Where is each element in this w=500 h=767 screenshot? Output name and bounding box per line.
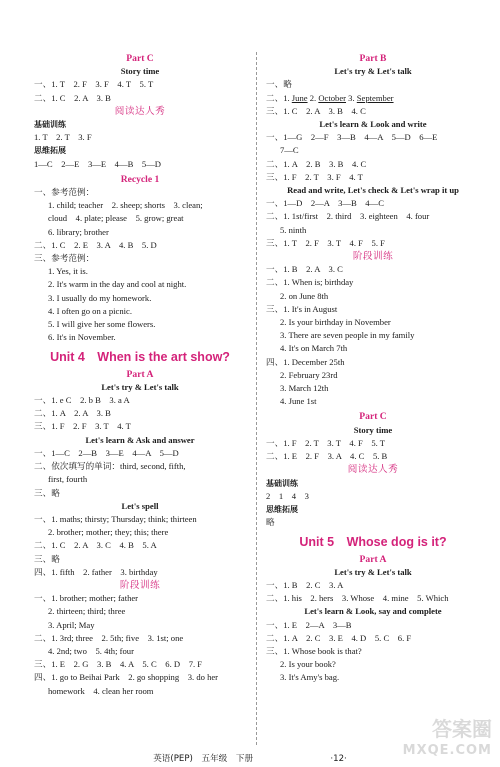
answer-line: 一、1—G 2—F 3—B 4—A 5—D 6—E: [266, 132, 438, 143]
answer-line: 5. ninth: [280, 224, 307, 235]
part-c-heading: Part C: [359, 411, 387, 423]
answer-line: 二、1. C 2. A 3. C 4. B 5. A: [34, 540, 157, 551]
answer-line: 二、1. 3rd; three 2. 5th; five 3. 1st; one: [34, 632, 184, 643]
reading-heading: 阅读达人秀: [347, 464, 399, 476]
answer-line: 4. 2nd; two 5. 4th; four: [48, 645, 134, 656]
answer-line: 1. T 2. T 3. F: [34, 132, 92, 143]
answer-line: 3. I usually do my homework.: [48, 292, 152, 303]
answer-line: 2. Is your birthday in November: [280, 317, 391, 328]
answer-line: [266, 92, 480, 105]
answer-line: 二、1. E 2. F 3. A 4. C 5. B: [266, 451, 388, 462]
unit-5-title: Unit 5 Whose dog is it?: [299, 535, 447, 550]
right-column: [266, 50, 480, 685]
answer-prefix: 2.: [309, 92, 317, 103]
answer-line: 四、1. fifth 2. father 3. birthday: [34, 566, 158, 577]
lets-spell-heading: Let's spell: [121, 500, 159, 511]
answer-line: 一、1. E 2—A 3—B: [266, 619, 352, 630]
lets-learn-heading: Let's learn & Look and write: [319, 119, 427, 130]
answer-line: 二、1. 1st/first 2. third 3. eighteen 4. four: [266, 211, 430, 222]
answer-line: 二、1. his 2. hers 3. Whose 4. mine 5. Which: [266, 593, 449, 604]
answer-line: 一、1—D 2—A 3—B 4—C: [266, 198, 384, 209]
answer-line: 三、1. F 2. T 3. F 4. T: [266, 171, 363, 182]
thinking-heading: 思维拓展: [266, 504, 298, 514]
answer-line: cloud 4. plate; please 5. grow; great: [48, 213, 184, 224]
answer-line: first, fourth: [48, 474, 88, 485]
answer-line: 二、1. A 2. C 3. E 4. D 5. C 6. F: [266, 632, 412, 643]
page-footer: 英语(PEP) 五年级 下册 ·12·: [153, 754, 347, 764]
answer-line: 2. Is your book?: [280, 659, 336, 670]
watermark-line: 答案圈: [432, 717, 492, 741]
answer-line: 一、1. B 2. C 3. A: [266, 579, 344, 590]
answer-line: 三、略: [34, 487, 60, 498]
answer-line: 一、1. F 2. T 3. T 4. F 5. T: [266, 437, 386, 448]
answer-line: 1. child; teacher 2. sheep; shorts 3. clean;: [48, 200, 203, 211]
answer-line: 二、1. When is; birthday: [266, 277, 354, 288]
answer-line: 2. thirteen; third; three: [48, 606, 126, 617]
reading-heading: 阅读达人秀: [114, 105, 166, 117]
answer-prefix: 二、1.: [266, 92, 290, 103]
answer-line: 二、1. C 2. A 3. B: [34, 92, 111, 103]
answer-line: 三、1. F 2. F 3. T 4. T: [34, 421, 131, 432]
underlined-answer: September: [356, 92, 394, 103]
answer-line: 一、参考范例：: [34, 187, 95, 198]
unit-4-title: Unit 4 When is the art show?: [50, 350, 230, 365]
answer-line: 二、1. C 2. E 3. A 4. B 5. D: [34, 239, 157, 250]
answer-line: 7—C: [280, 145, 299, 156]
answer-line: 3. April; May: [48, 619, 95, 630]
answer-line: 三、1. Whose book is that?: [266, 645, 362, 656]
answer-line: 4. June 1st: [280, 396, 317, 407]
answer-line: 3. March 12th: [280, 383, 329, 394]
recycle-heading: Recycle 1: [120, 173, 160, 185]
story-time-heading: Story time: [120, 66, 160, 77]
answer-line: homework 4. clean her room: [48, 685, 154, 696]
left-column: [34, 50, 246, 698]
basic-training-heading: 基础训练: [34, 120, 66, 130]
lets-try-heading: Let's try & Let's talk: [334, 566, 412, 577]
part-b-heading: Part B: [359, 53, 387, 64]
answer-line: 四、1. December 25th: [266, 356, 345, 367]
answer-line: 2. brother; mother; they; this; there: [48, 527, 169, 538]
answer-line: 一、1. T 2. F 3. F 4. T 5. T: [34, 79, 154, 90]
answer-line: 6. It's in November.: [48, 332, 116, 343]
answer-line: 1—C 2—E 3—E 4—B 5—D: [34, 158, 161, 169]
answer-line: 四、1. go to Beihai Park 2. go shopping 3. do her: [34, 672, 219, 683]
answer-line: 一、1—C 2—B 3—E 4—A 5—D: [34, 447, 179, 458]
answer-line: 三、参考范例：: [34, 253, 95, 264]
read-and-write-heading: Read and write, Let's check & Let's wrap it up: [287, 185, 459, 196]
underlined-answer: October: [318, 92, 347, 103]
part-a-heading: Part A: [359, 553, 387, 565]
answer-line: 一、1. brother; mother; father: [34, 593, 139, 604]
answer-line: 二、依次填写的单词：third, second, fifth,: [34, 461, 186, 472]
column-divider: [256, 52, 257, 745]
answer-line: 二、1. A 2. A 3. B: [34, 408, 111, 419]
stage-training-heading: 阶段训练: [119, 579, 161, 591]
lets-try-heading: Let's try & Let's talk: [334, 66, 412, 77]
answer-line: 6. library; brother: [48, 226, 109, 237]
answer-line: 略: [266, 517, 275, 528]
answer-line: 一、1. B 2. A 3. C: [266, 264, 343, 275]
underlined-answer: June: [291, 92, 308, 103]
answer-line: 3. It's Amy's bag.: [280, 672, 340, 683]
answer-line: 三、略: [34, 553, 60, 564]
answer-line: 三、1. C 2. A 3. B 4. C: [266, 105, 366, 116]
answer-line: 一、1. maths; thirsty; Thursday; think; thirteen: [34, 513, 197, 524]
answer-line: 1. Yes, it is.: [48, 266, 88, 277]
answer-line: 三、1. E 2. G 3. B 4. A 5. C 6. D 7. F: [34, 659, 203, 670]
answer-line: 2. February 23rd: [280, 369, 338, 380]
answer-line: 4. It's on March 7th: [280, 343, 348, 354]
answer-line: 二、1. A 2. B 3. B 4. C: [266, 158, 367, 169]
lets-learn-heading: Let's learn & Ask and answer: [85, 434, 195, 445]
answer-line: 三、1. It's in August: [266, 303, 338, 314]
answer-line: 三、1. T 2. F 3. T 4. F 5. F: [266, 237, 385, 248]
lets-learn-heading: Let's learn & Look, say and complete: [304, 606, 442, 617]
answer-line: 一、1. e C 2. b B 3. a A: [34, 395, 130, 406]
lets-try-heading: Let's try & Let's talk: [101, 381, 179, 392]
part-c-heading: Part C: [126, 53, 154, 64]
stage-training-heading: 阶段训练: [352, 251, 394, 263]
basic-training-heading: 基础训练: [266, 478, 298, 488]
answer-line: 一、略: [266, 79, 292, 90]
part-a-heading: Part A: [126, 368, 154, 380]
watermark-logo: [403, 718, 492, 762]
answer-line: 5. I will give her some flowers.: [48, 319, 156, 330]
answer-line: 3. There are seven people in my family: [280, 330, 415, 341]
answer-line: 2 1 4 3: [266, 490, 309, 501]
thinking-heading: 思维拓展: [34, 146, 66, 156]
answer-line: 4. I often go on a picnic.: [48, 305, 133, 316]
answer-prefix: 3.: [348, 92, 355, 103]
answer-line: 2. on June 8th: [280, 290, 329, 301]
story-time-heading: Story time: [353, 424, 393, 435]
answer-line: 2. It's warm in the day and cool at night.: [48, 279, 187, 290]
watermark-line: MXQE.COM: [402, 743, 492, 758]
